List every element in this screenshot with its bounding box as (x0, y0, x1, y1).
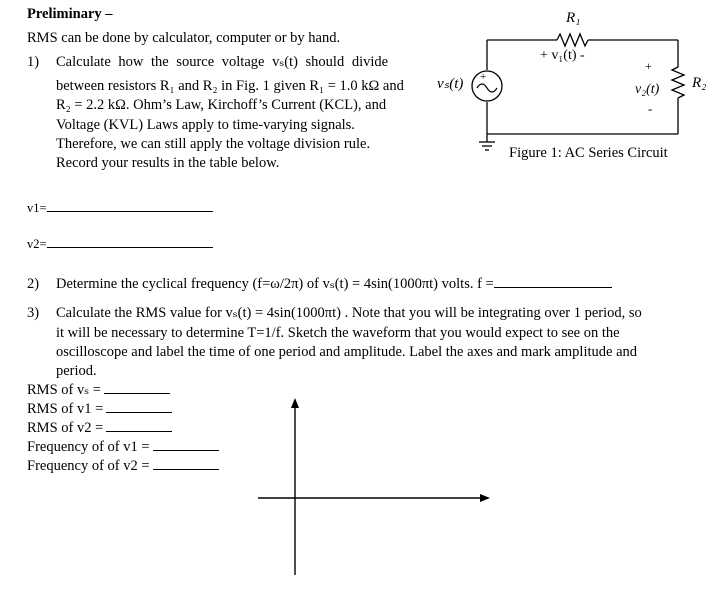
v2-label: v2= (27, 237, 47, 251)
result-label: RMS of v1 = (27, 401, 104, 417)
intro-text: RMS can be done by calculator, computer or by hand. (27, 30, 341, 46)
item1-number: 1) (27, 54, 40, 70)
v2-label: v₂(t) (635, 82, 660, 97)
item1-line6: Record your results in the table below. (56, 155, 280, 171)
result-field[interactable] (104, 393, 170, 394)
result-label: RMS of vₛ = (27, 382, 101, 398)
result-label: Frequency of of v1 = (27, 439, 150, 455)
item1-line5: Therefore, we can still apply the voltage division rule. (56, 136, 371, 152)
r2-label: R₂ (692, 75, 707, 91)
vs-label: vₛ(t) (437, 76, 464, 92)
result-field[interactable] (106, 431, 172, 432)
v2-plus-sign: + (645, 59, 652, 73)
item3-number: 3) (27, 305, 40, 321)
result-label: Frequency of of v2 = (27, 458, 150, 474)
v1-answer-row (27, 201, 213, 216)
v2-answer-field[interactable] (47, 247, 213, 248)
result-field[interactable] (106, 412, 172, 413)
result-rms-v2 (27, 420, 172, 437)
frequency-answer-field[interactable] (494, 287, 612, 288)
item3-line3: oscilloscope and label the time of one period and amplitude. Label the axes and mark amplitude and (56, 344, 638, 360)
item2-number: 2) (27, 276, 40, 292)
item2-row (56, 276, 612, 293)
result-freq-v2 (27, 458, 219, 475)
r1-label: R₁ (566, 10, 581, 26)
source-plus-sign: + (480, 71, 487, 83)
item1-line3: R₂ = 2.2 kΩ. Ohm’s Law, Kirchoff’s Current (KCL), and (56, 97, 387, 113)
v1-answer-field[interactable] (47, 211, 213, 212)
v2-minus-sign: - (648, 101, 653, 116)
y-axis-arrow-icon (291, 398, 299, 408)
ac-series-circuit-diagram (430, 0, 715, 170)
item3-line2: it will be necessary to determine T=1/f. Sketch the waveform that you would expect to see on the (56, 325, 620, 341)
v2-answer-row (27, 237, 213, 252)
item1-line4: Voltage (KVL) Laws apply to time-varying signals. (56, 117, 355, 133)
item1-line2: between resistors R₁ and R₂ in Fig. 1 given R₁ = 1.0 kΩ and (56, 78, 404, 94)
result-rms-vs (27, 382, 170, 399)
item2-text: Determine the cyclical frequency (f=ω/2π) of vₛ(t) = 4sin(1000πt) volts. f = (56, 276, 494, 292)
v1-label: v1= (27, 201, 47, 215)
figure-caption: Figure 1: AC Series Circuit (509, 145, 668, 161)
sketch-axes[interactable] (250, 390, 500, 580)
result-freq-v1 (27, 439, 219, 456)
section-title: Preliminary – (27, 6, 113, 22)
result-field[interactable] (153, 450, 219, 451)
item1-line1: Calculate how the source voltage vₛ(t) should divide (56, 54, 389, 70)
x-axis-arrow-icon (480, 494, 490, 502)
result-rms-v1 (27, 401, 172, 418)
result-label: RMS of v2 = (27, 420, 104, 436)
ac-source-icon (472, 71, 502, 101)
v1-polarity-label: + v₁(t) - (540, 48, 585, 63)
item3-line4: period. (56, 363, 97, 379)
item3-line1: Calculate the RMS value for vₛ(t) = 4sin(1000πt) . Note that you will be integrating over 1 period, so (56, 305, 642, 321)
result-field[interactable] (153, 469, 219, 470)
